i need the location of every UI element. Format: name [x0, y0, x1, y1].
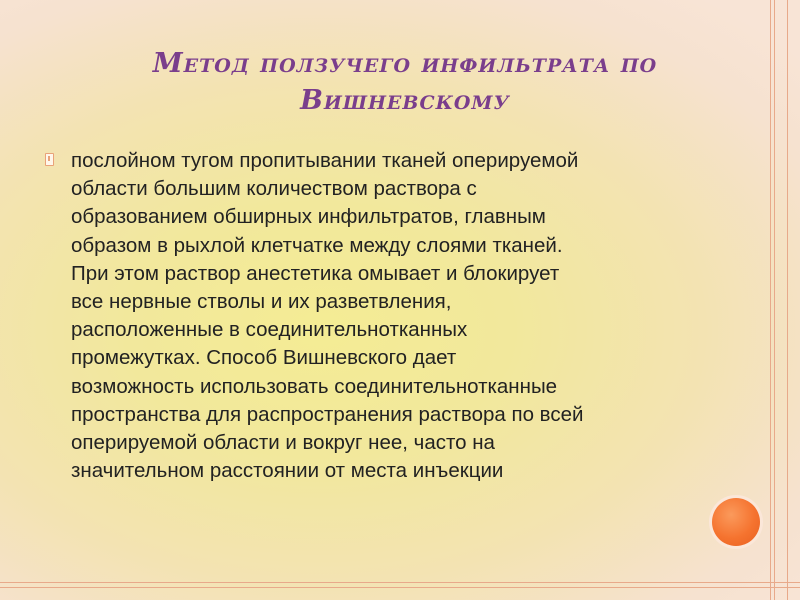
bookmark-icon: [44, 153, 56, 165]
text-line: оперируемой области и вокруг нее, часто на: [71, 431, 495, 455]
slide-title: [60, 45, 750, 119]
text-line: При этом раствор анестетика омывает и блокирует: [71, 261, 560, 285]
text-line: расположенные в соединительнотканных: [71, 318, 468, 342]
text-line: области большим количеством раствора с: [71, 177, 477, 201]
text-line: образованием обширных инфильтратов, главным: [71, 205, 546, 229]
text-line: значительном расстоянии от места инъекции: [71, 459, 504, 483]
frame-line-vertical: [770, 0, 771, 600]
frame-line-horizontal: [0, 582, 800, 583]
orange-circle-icon: [712, 498, 760, 546]
text-line: возможность использовать соединительнотканные: [71, 374, 558, 398]
slide-title-line: Вишневскому: [300, 85, 510, 116]
bullet-item: [44, 147, 704, 485]
text-line: образом в рыхлой клетчатке между слоями тканей.: [71, 233, 563, 257]
text-line: пространства для распространения раствора по всей: [71, 402, 584, 426]
text-line: послойном тугом пропитывании тканей оперируемой: [71, 149, 579, 172]
frame-line-horizontal: [0, 587, 800, 588]
slide-title-line: Метод ползучего инфильтрата по: [152, 48, 658, 79]
bullet-text: [71, 147, 583, 485]
text-line: все нервные стволы и их разветвления,: [71, 290, 452, 314]
frame-line-vertical: [774, 0, 775, 600]
frame-line-vertical: [787, 0, 788, 600]
slide-body: [44, 147, 704, 485]
text-line: промежутках. Способ Вишневского дает: [71, 346, 457, 370]
